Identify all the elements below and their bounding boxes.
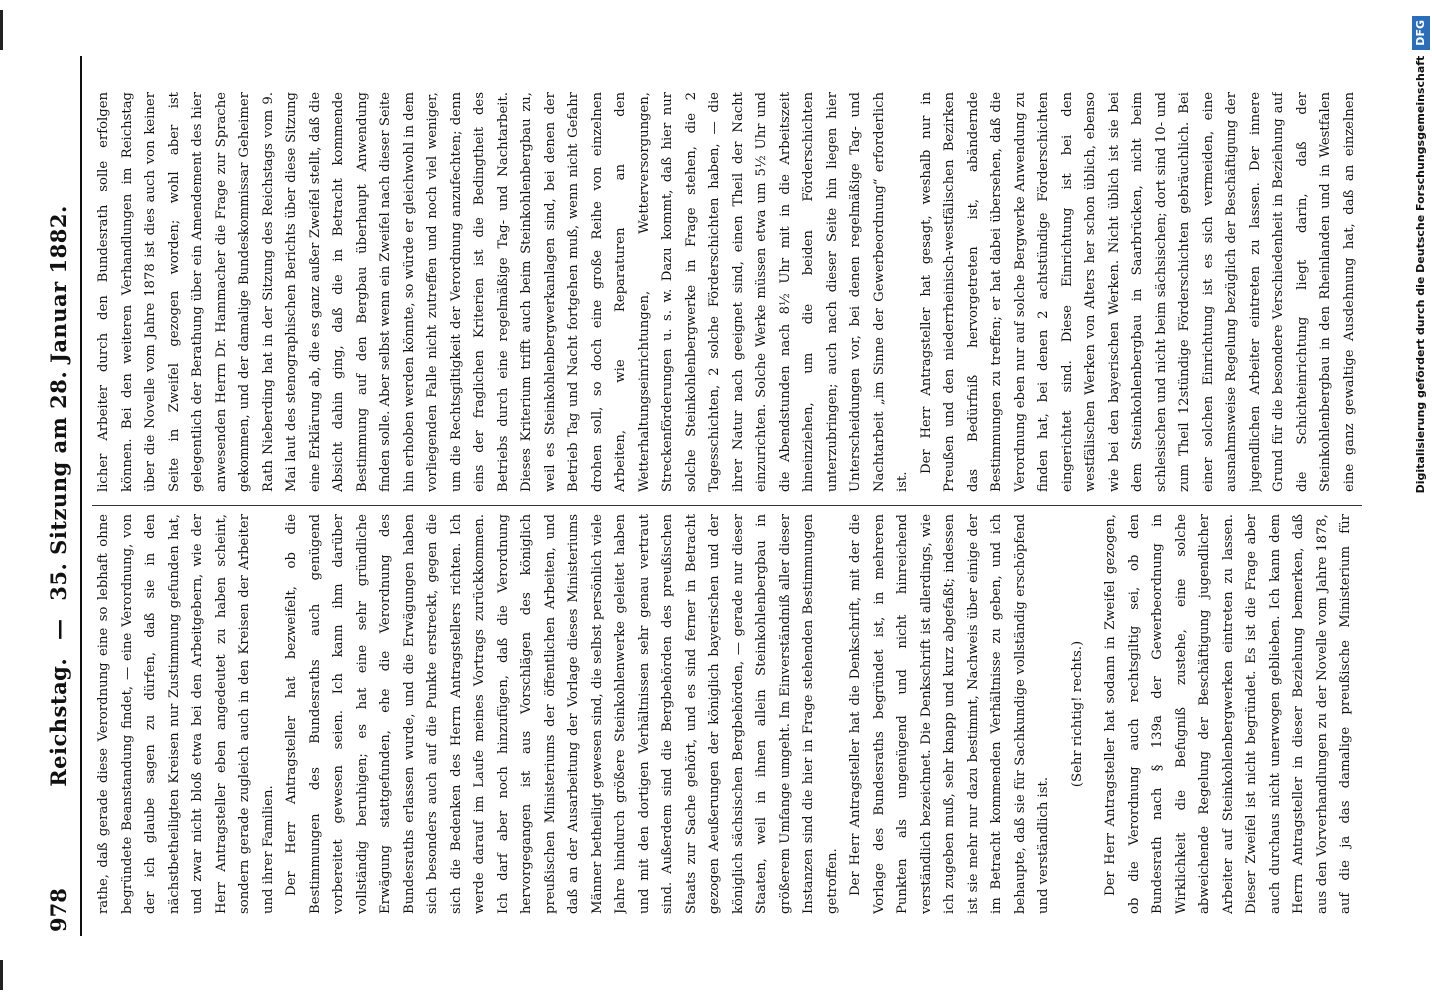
paragraph: Der Herr Antragsteller hat sodann in Zweifel gezogen, ob die Verordnung auch rechtsgiltig sei, ob den Bundesrath nach § 139a der Gewerbeordnung in Wirklichkeit die Befugniß zustehe, eine solche abweichende Regelung der Beschäftigung jugendlicher Arbeiter auf Steinkohlenbergwerken eintreten zu lassen. Dieser Zweifel ist nicht begründet. Es ist die Frage aber auch durchaus nicht unerwogen geblieben. Ich kann dem Herrn Antragsteller in dieser Beziehung bemerken, daß aus den Vorverhandlungen zu der Novelle vom Jahre 1878, auf die ja das damalige preußische Ministerium für xyxy=(1103,514,1353,914)
paragraph: licher Arbeiter durch den Bundesrath solle erfolgen können. Bei den weiteren Verhandlungen im Reichstag über die Novelle vom Jahre 1878 ist dies auch von keiner Seite in Zweifel gezogen worden; wohl aber ist gelegentlich der Berathung über ein Amendement des hier anwesenden Herrn Dr. Hammacher die Frage zur Sprache gekommen, und der damalige Bundeskommissar Geheimer Rath Nieberding hat in der Sitzung des Reichstags vom 9. Mai laut des stenographischen Berichts über diese Sitzung eine Erklärung ab, die es ganz außer Zweifel stellt, daß die Absicht dahin ging, daß die in Betracht kommende Bestimmung auf den Bergbau überhaupt Anwendung finden solle. Aber selbst wenn ein Zweifel nach dieser Seite hin erhoben werden könnte, so würde er gleichwohl in dem vorliegenden Falle nicht zutreffen und noch viel weniger, um die Rechtsgiltigkeit der Verordnung anzufechten; denn eins der fraglichen Kriterien ist die Bedingtheit des Betriebs durch eine regelmäßige Tag- und Nachtarbeit. Dieses Kriterium trifft auch beim Steinkohlenbergbau zu, weil es Steinkohlenbergwerkanlagen sind, bei denen der Betrieb Tag und Nacht fortgehen muß, wenn nicht Gefahr drohen soll, so doch eine große Reihe von einzelnen Arbeiten, wie Reparaturen an den Wetterhaltungseinrichtungen, Wetterversorgungen, Streckenförderungen u. s. w. Dazu kommt, daß hier nur solche Steinkohlenbergwerke in Frage stehen, die 2 Tagesschichten, 2 solche Förderschichten haben, — die ihrer Natur nach geeignet sind, einen Theil der Nacht einzurichten. Solche Werke müssen etwa um 5½ Uhr und die Abendstunden nach 8½ Uhr mit in die Arbeitszeit hineinziehen, um die beiden Förderschichten unterzubringen; auch nach dieser Seite hin liegen hier Unterscheidungen vor, bei denen regelmäßige Tag- und Nachtarbeit „im Sinne der Gewerbeordnung“ erforderlich ist. xyxy=(96,92,910,492)
digitization-banner xyxy=(1412,16,1430,636)
interjection: (Sehr richtig! rechts.) xyxy=(1069,640,1085,788)
banner-text: Digitalisierung gefördert durch die Deutsche Forschungsgemeinschaft xyxy=(1414,55,1427,494)
running-title-date: am 28. Januar 1882. xyxy=(46,205,71,454)
left-column xyxy=(92,514,1362,914)
paragraph: rathe, daß gerade diese Verordnung eine so lebhaft ohne begründete Beanstandung findet, — eine Verordnung, von der ich glaube sagen zu dürfen, daß sie in den nächstbetheiligten Kreisen nur Zustimmung gefunden hat, und zwar nicht bloß etwa bei den Arbeitgebern, wie der Herr Antragsteller eben angedeutet zu haben scheint, sondern gerade zugleich auch in den Kreisen der Arbeiter und ihrer Familien. xyxy=(96,514,276,914)
running-title-dash: — xyxy=(46,618,71,640)
right-column xyxy=(92,92,1362,492)
scan-edge-mark xyxy=(0,10,3,50)
scan-edge-mark xyxy=(0,960,3,990)
page-number: 978 xyxy=(46,888,71,932)
column-divider xyxy=(92,505,1362,506)
paragraph: Der Herr Antragsteller hat gesagt, weshalb nur in Preußen und den niederrheinisch-westfälischen Bezirken das Bedürfniß hervorgetreten ist, abändernde Bestimmungen zu treffen; er hat dabei übersehen, daß die Verordnung eben nur auf solche Bergwerke Anwendung zu finden hat, bei denen 2 achtstündige Förderschichten eingerichtet sind. Diese Einrichtung ist bei den westfälischen Werken von Alters her schon üblich, ebenso wie bei den bayerischen Werken. Nicht üblich ist sie bei dem Steinkohlenbergbau in Saarbrücken, nicht beim schlesischen und nicht beim sächsischen; dort sind 10- und zum Theil 12stündige Förderschichten gebräuchlich. Bei einer solchen Einrichtung ist es sich vermeiden, eine ausnahmsweise Regelung bezüglich der Beschäftigung der jugendlichen Arbeiter eintreten zu lassen. Der innere Grund für die besondere Verschiedenheit in Beziehung auf die Schichteinrichtung liegt darin, daß der Steinkohlenbergbau in den Rheinlanden und in Westfalen eine ganz gewaltige Ausdehnung hat, daß an einzelnen xyxy=(918,92,1357,492)
running-title-session: 35. Sitzung xyxy=(46,461,71,601)
paragraph: Der Herr Antragsteller hat bezweifelt, ob die Bestimmungen des Bundesraths auch genügend vorbereitet gewesen seien. Ich kann ihm darüber vollständig beruhigen; es hat eine sehr gründliche Erwägung stattgefunden, ehe die Verordnung des Bundesraths erlassen wurde, und die Erwägungen haben sich besonders auch auf die Punkte erstreckt, gegen die sich die Bedenken des Herrn Antragstellers richten. Ich werde darauf im Laufe meines Vortrags zurückkommen. Ich darf aber noch hinzufügen, daß die Verordnung hervorgegangen ist aus Vorschlägen des königlich preußischen Ministeriums der öffentlichen Arbeiten, und daß an der Ausarbeitung der Vorlage dieses Ministeriums Männer betheiligt gewesen sind, die selbst persönlich viele Jahre hindurch größere Steinkohlenwerke geleitet haben und mit den dortigen Verhältnissen sehr genau vertraut sind. Außerdem sind die Bergbehörden des preußischen Staats zur Sache gehört, und es sind ferner in Betracht gezogen Aeußerungen der königlich bayerischen und der königlich sächsischen Bergbehörden, — gerade nur dieser Staaten, weil in ihnen allein Steinkohlenbergbau in größerem Umfange umgeht. Im Einverständniß aller dieser Instanzen sind die hier in Frage stehenden Bestimmungen getroffen. xyxy=(284,514,840,914)
running-title-label: Reichstag. xyxy=(46,657,71,787)
dfg-logo: DFG xyxy=(1412,16,1430,50)
paragraph: Der Herr Antragsteller hat die Denkschrift, mit der die Vorlage des Bundesraths begründet ist, in mehreren Punkten als ungenügend und nicht hinreichend verständlich bezeichnet. Die Denkschrift ist allerdings, wie ich zugeben muß, sehr knapp und kurz abgefaßt; indessen ist sie mehr nur dazu bestimmt, Nachweis über einige der im Betracht kommenden Verhältnisse zu geben, und ich behaupte, daß sie für Sachkundige vollständig erschöpfend und verständlich ist. xyxy=(848,514,1051,914)
page-header xyxy=(40,56,82,936)
running-title xyxy=(46,56,71,936)
